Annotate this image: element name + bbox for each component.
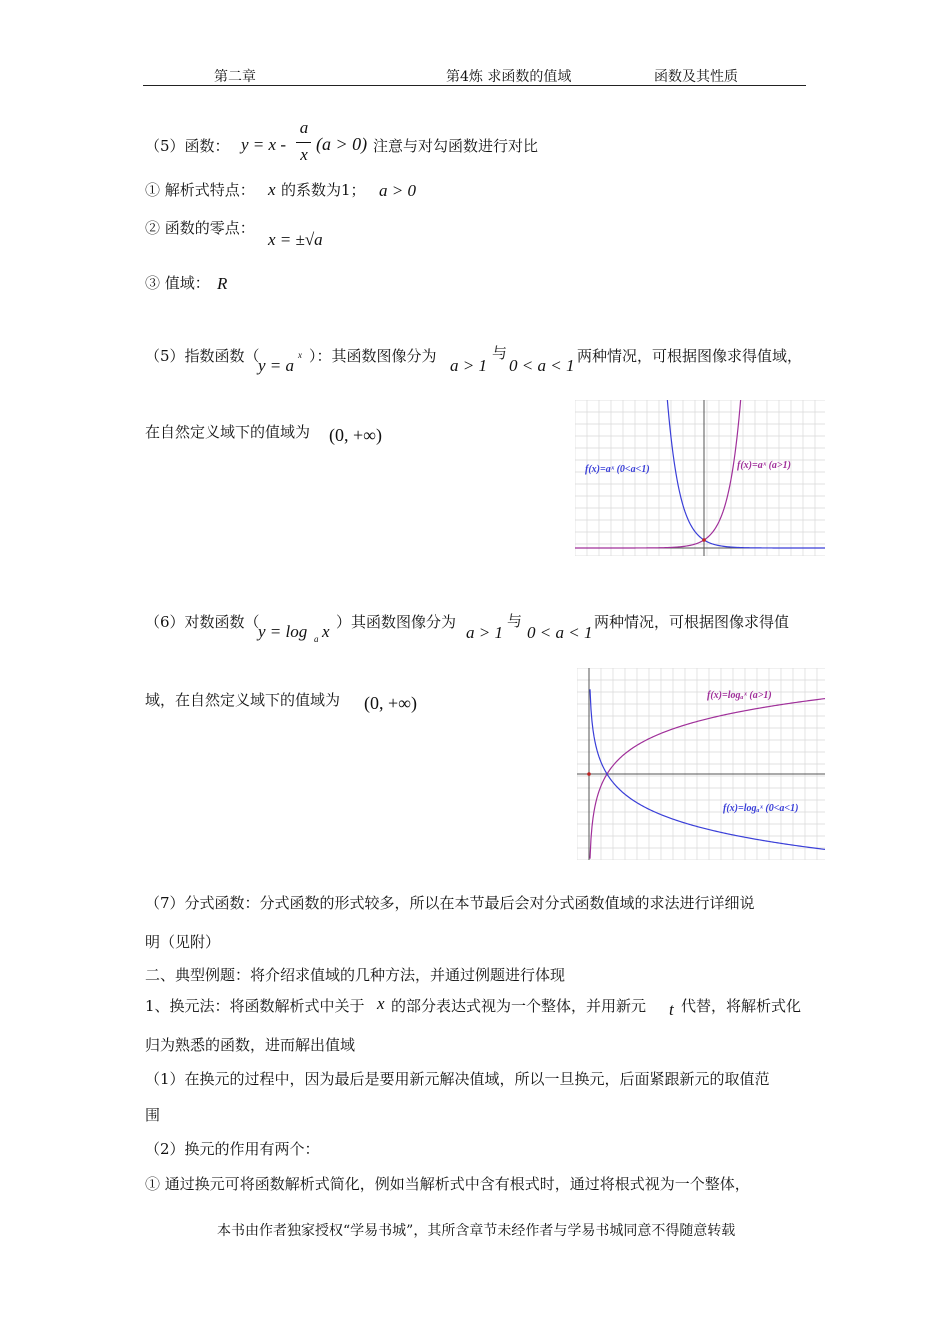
s6-formula-x: x	[322, 622, 330, 641]
method1-t: t	[669, 1000, 674, 1019]
s5a-item1-condition: a > 0	[379, 181, 416, 200]
s5a-item3-label: ③ 值域：	[145, 274, 210, 292]
s7-line2: 明（见附）	[145, 933, 221, 951]
s5a-item1-x: x	[268, 180, 276, 199]
exp-label-decreasing: f(x)=aˣ (0<a<1)	[585, 464, 650, 475]
s5a-item2-label: ② 函数的零点：	[145, 219, 255, 237]
s5b-tail: 两种情况，可根据图像求得值域，	[577, 347, 803, 365]
method1-part-b: 的部分表达式视为一个整体，并用新元	[391, 997, 647, 1015]
s6-cond2: 0 < a < 1	[527, 623, 593, 642]
s6-mid: ）其函数图像分为	[336, 613, 457, 631]
s5b-yu: 与	[492, 344, 508, 362]
s6-label: （6）对数函数（	[145, 613, 260, 631]
s7-line1: （7）分式函数：分式函数的形式较多，所以在本节最后会对分式函数值域的求法进行详细说	[145, 894, 755, 912]
s6-formula-sub: a	[314, 634, 319, 644]
header-rule	[143, 85, 806, 86]
s5a-item1-text: 的系数为1；	[281, 181, 366, 199]
header-topic: 函数及其性质	[654, 69, 738, 85]
section2-title: 二、典型例题：将介绍求值域的几种方法，并通过例题进行体现	[145, 966, 566, 984]
s5a-frac-denominator: x	[300, 145, 308, 164]
point1-line1: （1）在换元的过程中，因为最后是要用新元解决值域，所以一旦换元，后面紧跟新元的取值范	[145, 1070, 770, 1088]
s5a-frac-numerator: a	[299, 118, 309, 137]
s5b-label: （5）指数函数（	[145, 347, 260, 365]
s6-tail: 两种情况，可根据图像求得值	[594, 613, 790, 631]
s5a-item2-formula: x = ±√a	[268, 230, 323, 249]
s6-cond1: a > 1	[466, 623, 503, 642]
log-label-decreasing: f(x)=logₐˣ (0<a<1)	[723, 803, 799, 814]
exp-curve-decreasing	[667, 400, 825, 548]
header-chapter: 第二章	[214, 69, 256, 85]
s5b-range: (0, +∞)	[329, 425, 382, 445]
method1-part-c: 代替，将解析式化	[681, 997, 802, 1015]
s6-formula: y = log	[258, 622, 308, 641]
s5a-item3-value: R	[217, 274, 228, 293]
point2: （2）换元的作用有两个：	[145, 1140, 320, 1158]
s5b-line2: 在自然定义域下的值域为	[145, 423, 311, 441]
s6-range: (0, +∞)	[364, 693, 417, 713]
s5b-formula: y = a	[258, 356, 295, 375]
exp-intersection-point	[702, 538, 706, 542]
point2-item1: ① 通过换元可将函数解析式简化，例如当解析式中含有根式时，通过将根式视为一个整体，	[145, 1175, 750, 1193]
s5b-cond2: 0 < a < 1	[509, 356, 575, 375]
log-label-increasing: f(x)=logₐˣ (a>1)	[707, 690, 772, 701]
s5b-cond1: a > 1	[450, 356, 487, 375]
s5a-note: 注意与对勾函数进行对比	[373, 137, 539, 155]
log-origin-point	[587, 772, 591, 776]
s5a-item1-label: ① 解析式特点：	[145, 181, 255, 199]
exp-chart-grid	[575, 400, 825, 556]
logarithm-chart	[577, 668, 825, 860]
method1-line2: 归为熟悉的函数，进而解出值域	[145, 1036, 356, 1054]
s5a-frac-bar	[296, 142, 311, 143]
method1-part-a: 1、换元法：将函数解析式中关于	[145, 997, 365, 1015]
header-lesson: 第4炼 求函数的值域	[446, 69, 572, 85]
s6-yu: 与	[507, 612, 523, 630]
s5b-formula-sup: x	[298, 350, 302, 360]
point1-line2: 围	[145, 1106, 161, 1124]
exp-label-increasing: f(x)=aˣ (a>1)	[737, 460, 791, 471]
s6-line2: 域，在自然定义域下的值域为	[145, 691, 341, 709]
s5a-condition: (a > 0)	[316, 134, 368, 154]
s5a-formula-left: y = x -	[241, 135, 286, 154]
s5b-mid: ）：其函数图像分为	[309, 347, 437, 365]
exponential-chart	[575, 400, 825, 556]
method1-x: x	[377, 994, 385, 1013]
s5a-label: （5）函数：	[145, 137, 230, 155]
footer-copyright: 本书由作者独家授权“学易书城”，其所含章节未经作者与学易书城同意不得随意转载	[217, 1223, 736, 1239]
